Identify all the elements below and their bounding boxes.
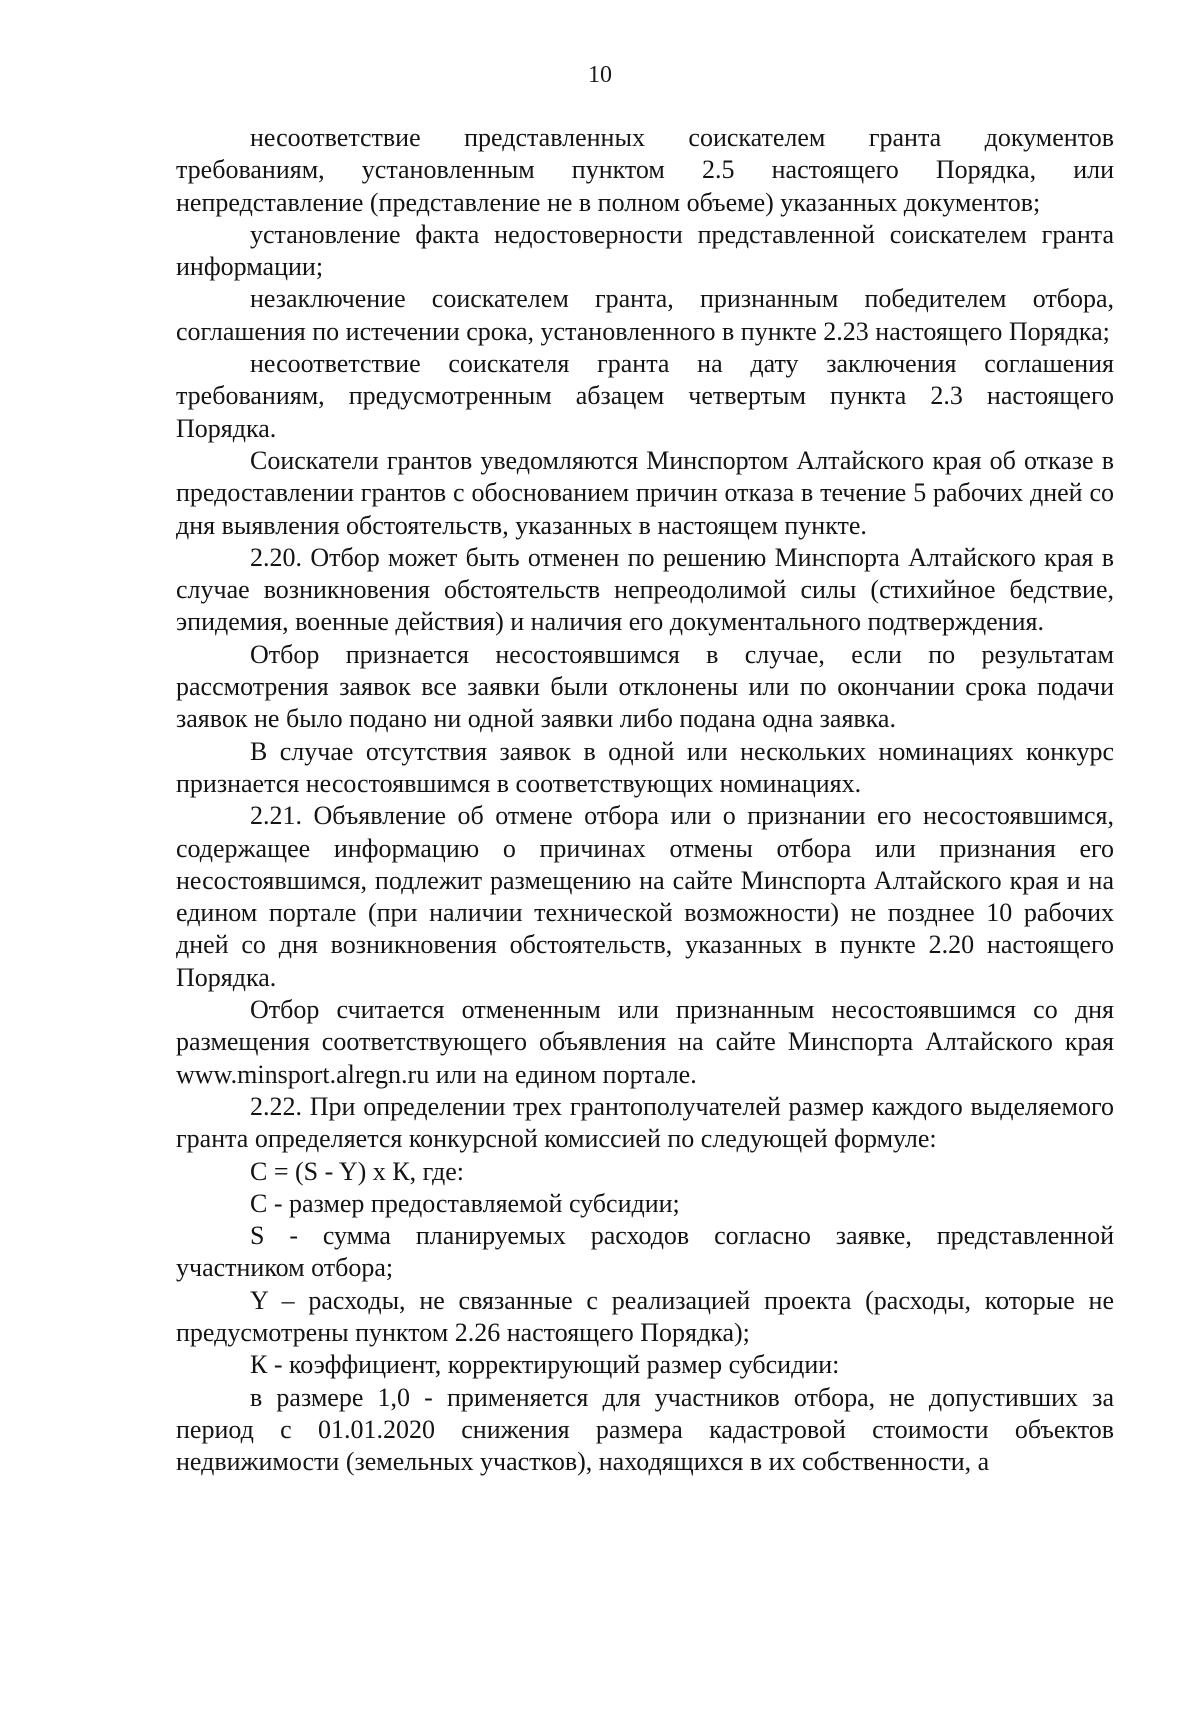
paragraph-refusal-notification: Соискатели грантов уведомляются Минспортом Алтайского края об отказе в предоставлении грантов с обоснованием причин отказа в течение 5 рабочих дней со дня выявления обстоятельств, указанных в настоящем пункте. bbox=[176, 445, 1114, 540]
document-body bbox=[176, 122, 1114, 1478]
grant-formula: С = (S - Y) х К, где: bbox=[250, 1156, 464, 1186]
paragraph-selection-failed: Отбор признается несостоявшимся в случае, если по результатам рассмотрения заявок все заявки были отклонены или по окончании срока подачи заявок не было подано ни одной заявки либо подана одна заявка. bbox=[176, 639, 1114, 734]
definition-y: Y – расходы, не связанные с реализацией проекта (расходы, которые не предусмотрены пунктом 2.26 настоящего Порядка); bbox=[176, 1285, 1114, 1347]
paragraph-false-information: установление факта недостоверности представленной соискателем гранта информации; bbox=[176, 219, 1114, 282]
paragraph-2-22-grant-size: 2.22. При определении трех грантополучателей размер каждого выделяемого гранта определяется конкурсной комиссией по следующей формуле: bbox=[176, 1091, 1114, 1154]
definition-s: S - сумма планируемых расходов согласно заявке, представленной участником отбора; bbox=[176, 1221, 1114, 1283]
paragraph-agreement-not-concluded: незаключение соискателем гранта, признанным победителем отбора, соглашения по истечении срока, установленного в пункте 2.23 настоящего Порядка; bbox=[176, 284, 1114, 346]
page-number: 10 bbox=[588, 62, 612, 88]
paragraph-coefficient-1-0: в размере 1,0 - применяется для участников отбора, не допустивших за период с 01.01.2020 снижения размера кадастровой стоимости объектов недвижимости (земельных участков), находящихся в их собственности, а bbox=[176, 1382, 1114, 1477]
paragraph-2-20-cancellation: 2.20. Отбор может быть отменен по решению Минспорта Алтайского края в случае возникновения обстоятельств непреодолимой силы (стихийное бедствие, эпидемия, военные действия) и наличия его документального подтверждения. bbox=[176, 542, 1114, 637]
paragraph-no-applications-nominations: В случае отсутствия заявок в одной или нескольких номинациях конкурс признается несостоявшимся в соответствующих номинациях. bbox=[176, 736, 1114, 798]
paragraph-2-21-announcement: 2.21. Объявление об отмене отбора или о признании его несостоявшимся, содержащее информацию о причинах отмены отбора или признания его несостоявшимся, подлежит размещению на сайте Минспорта Алтайского края и на едином портале (при наличии технической возможности) не позднее 10 рабочих дней со дня возникновения обстоятельств, указанных в пункте 2.20 настоящего Порядка. bbox=[176, 801, 1114, 992]
paragraph-cancellation-date: Отбор считается отмененным или признанным несостоявшимся со дня размещения соответствующего объявления на сайте Минспорта Алтайского края www.minsport.alregn.ru или на едином портале. bbox=[176, 995, 1114, 1089]
definition-c: С - размер предоставляемой субсидии; bbox=[250, 1188, 680, 1218]
paragraph-document-mismatch: несоответствие представленных соискателем гранта документов требованиям, установленным пунктом 2.5 настоящего Порядка, или непредставление (представление не в полном объеме) указанных документов; bbox=[176, 123, 1114, 217]
paragraph-applicant-mismatch: несоответствие соискателя гранта на дату заключения соглашения требованиям, предусмотренным абзацем четвертым пункта 2.3 настоящего Порядка. bbox=[176, 349, 1114, 443]
definition-k: К - коэффициент, корректирующий размер субсидии: bbox=[250, 1350, 840, 1380]
